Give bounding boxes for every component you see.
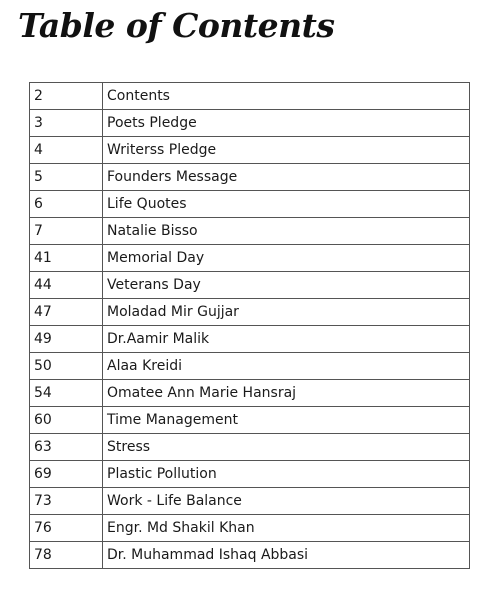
table-row [30,164,470,191]
table-row [30,137,470,164]
entry-title: Writerss Pledge [103,137,470,164]
entry-title: Moladad Mir Gujjar [103,299,470,326]
page-number: 69 [30,461,103,488]
table-row [30,434,470,461]
entry-title: Poets Pledge [103,110,470,137]
table-row [30,542,470,569]
page-number: 54 [30,380,103,407]
page-number: 49 [30,326,103,353]
table-row [30,191,470,218]
table-row [30,245,470,272]
page-number: 3 [30,110,103,137]
entry-title: Dr. Muhammad Ishaq Abbasi [103,542,470,569]
entry-title: Contents [103,83,470,110]
table-row [30,83,470,110]
entry-title: Plastic Pollution [103,461,470,488]
table-row [30,488,470,515]
entry-title: Founders Message [103,164,470,191]
page-number: 73 [30,488,103,515]
table-row [30,515,470,542]
page-number: 50 [30,353,103,380]
contents-table [29,82,470,569]
entry-title: Time Management [103,407,470,434]
table-row [30,461,470,488]
page-number: 78 [30,542,103,569]
page-number: 7 [30,218,103,245]
table-row [30,407,470,434]
entry-title: Dr.Aamir Malik [103,326,470,353]
page-title: Table of Contents [18,6,335,45]
table-row [30,326,470,353]
table-row [30,353,470,380]
table-row [30,218,470,245]
page-number: 6 [30,191,103,218]
entry-title: Memorial Day [103,245,470,272]
entry-title: Alaa Kreidi [103,353,470,380]
entry-title: Veterans Day [103,272,470,299]
page-number: 44 [30,272,103,299]
page-number: 2 [30,83,103,110]
entry-title: Stress [103,434,470,461]
entry-title: Natalie Bisso [103,218,470,245]
entry-title: Work - Life Balance [103,488,470,515]
page-number: 63 [30,434,103,461]
page-number: 47 [30,299,103,326]
page-number: 76 [30,515,103,542]
page-number: 41 [30,245,103,272]
entry-title: Life Quotes [103,191,470,218]
table-row [30,299,470,326]
page-number: 5 [30,164,103,191]
table-row [30,380,470,407]
table-row [30,272,470,299]
page-number: 4 [30,137,103,164]
table-row [30,110,470,137]
entry-title: Engr. Md Shakil Khan [103,515,470,542]
page-number: 60 [30,407,103,434]
entry-title: Omatee Ann Marie Hansraj [103,380,470,407]
